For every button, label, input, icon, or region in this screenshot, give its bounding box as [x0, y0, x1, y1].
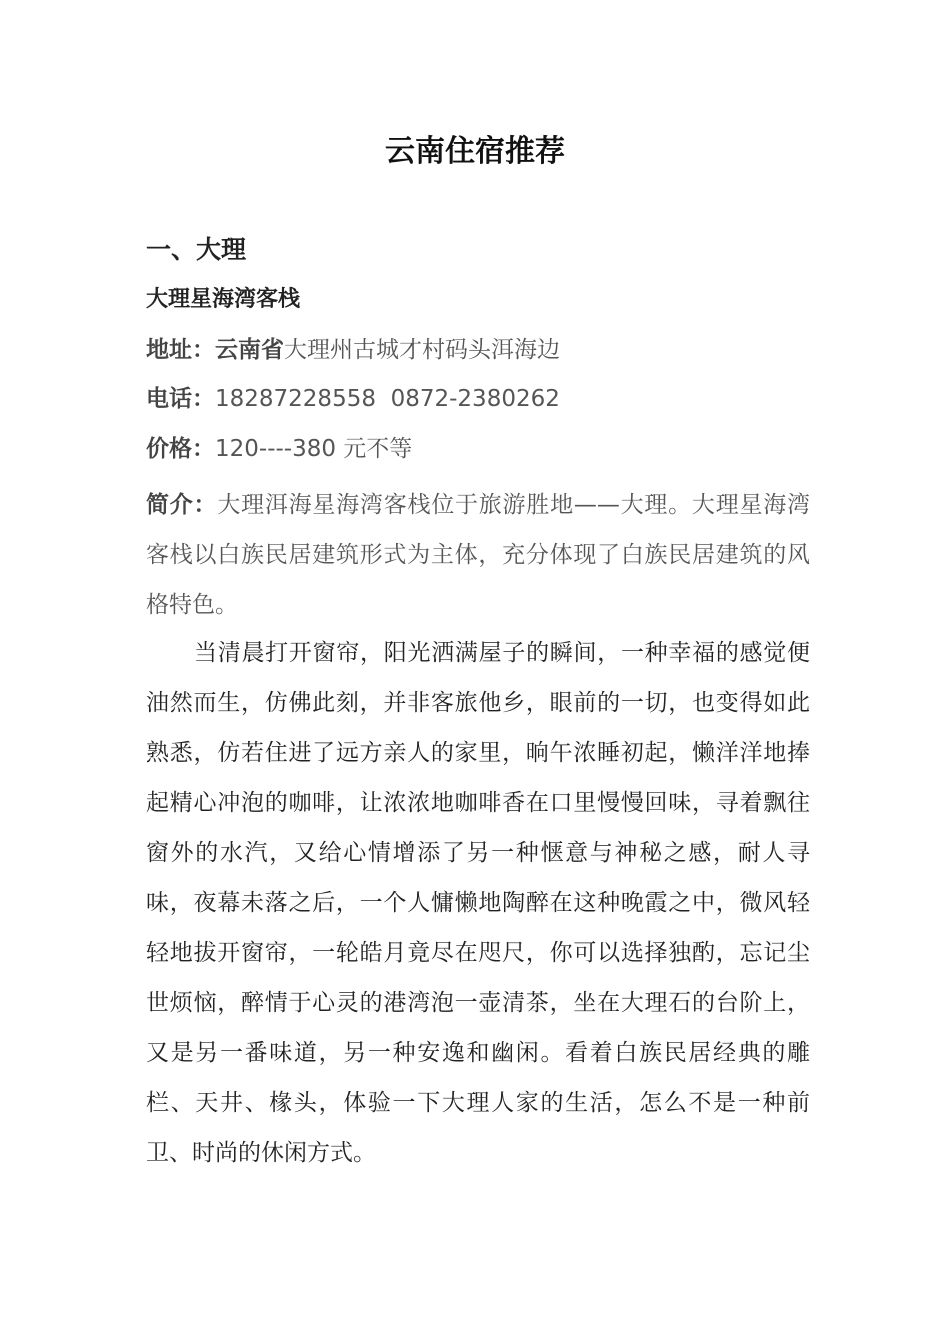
intro-text: 大理洱海星海湾客栈位于旅游胜地——大理。大理星海湾客栈以白族民居建筑形式为主体，充分体现了白族民居建筑的风格特色。 [146, 492, 811, 618]
price-value: 120----380 元不等 [215, 436, 413, 462]
phone-line [146, 381, 560, 417]
phone-label: 电话： [146, 386, 215, 412]
document-title: 云南住宿推荐 [385, 134, 565, 169]
address-line [146, 332, 560, 368]
phone-value: 18287228558 0872-2380262 [215, 386, 560, 412]
hotel-name: 大理星海湾客栈 [146, 287, 301, 312]
address-value: 大理州古城才村码头洱海边 [284, 337, 560, 363]
price-line [146, 431, 412, 467]
intro-label: 简介： [146, 492, 218, 518]
intro-paragraph [146, 480, 810, 630]
section-heading: 一、大理 [146, 235, 247, 264]
price-label: 价格： [146, 436, 215, 462]
address-label: 地址： [146, 337, 215, 363]
address-province: 云南省 [215, 337, 284, 363]
description-paragraph: 当清晨打开窗帘，阳光洒满屋子的瞬间，一种幸福的感觉便油然而生，仿佛此刻，并非客旅他乡，眼前的一切，也变得如此熟悉，仿若住进了远方亲人的家里，晌午浓睡初起，懒洋洋地捧起精心冲泡的咖啡，让浓浓地咖啡香在口里慢慢回味，寻着飘往窗外的水汽，又给心情增添了另一种惬意与神秘之感，耐人寻味，夜幕未落之后，一个人慵懒地陶醉在这种晚霞之中，微风轻轻地拔开窗帘，一轮皓月竟尽在咫尺，你可以选择独酌，忘记尘世烦恼，醉情于心灵的港湾泡一壶清茶，坐在大理石的台阶上，又是另一番味道，另一种安逸和幽闲。看着白族民居经典的雕栏、天井、椽头，体验一下大理人家的生活，怎么不是一种前卫、时尚的休闲方式。 [146, 640, 810, 1166]
